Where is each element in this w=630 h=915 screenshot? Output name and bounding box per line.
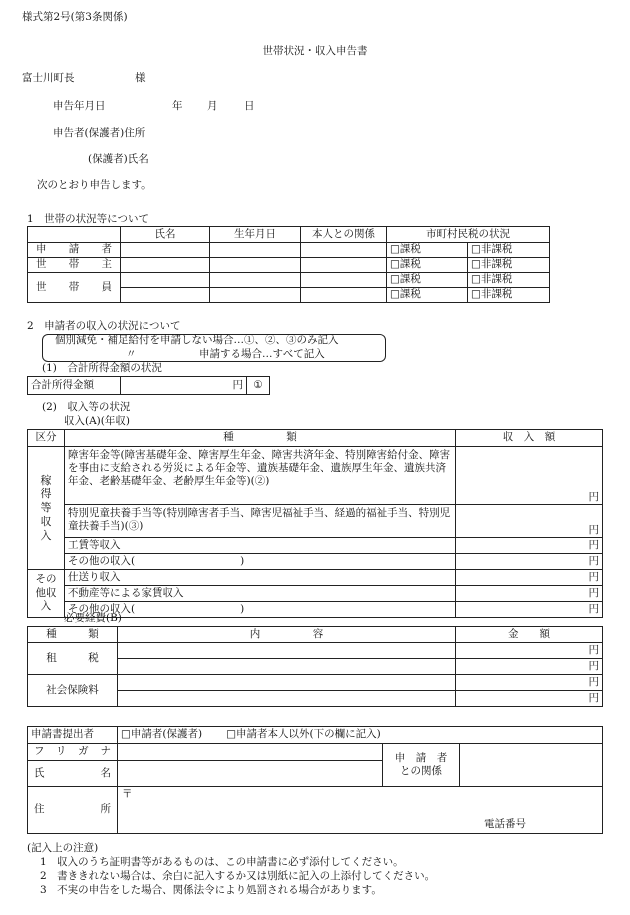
- disability-pension-item: 障害年金等(障害基礎年金、障害厚生年金、障害共済年金、特別障害給付金、障害を事由に支給される労災による年金等、遺族基礎年金、遺族厚生年金、遺族共済年金、老齢基礎年金、老齢厚生年金等)(②): [65, 447, 456, 505]
- insurance-content-cell[interactable]: [118, 691, 456, 707]
- wage-income-item: 工賃等収入: [65, 538, 456, 554]
- submitter-address-label: 住所: [28, 787, 118, 834]
- submitter-self-checkbox[interactable]: □申請者(保護者): [121, 728, 203, 741]
- tax-exempt-checkbox[interactable]: □非課税: [468, 258, 550, 273]
- sub1-heading: (1) 合計所得金額の状況: [42, 362, 162, 374]
- instruction-line2: 申請する場合…すべて記入: [199, 348, 325, 360]
- submitter-other-checkbox[interactable]: □申請者本人以外(下の欄に記入): [226, 728, 381, 741]
- form-number: 様式第2号(第3条関係): [22, 11, 128, 23]
- other-income-amount[interactable]: 円: [456, 602, 603, 618]
- furigana-label: フリガナ: [28, 744, 118, 761]
- postal-mark: 〒: [122, 788, 133, 800]
- submitter-address-field[interactable]: [118, 787, 603, 834]
- tax-exempt-checkbox[interactable]: □非課税: [468, 288, 550, 303]
- member-relation-cell[interactable]: [301, 273, 387, 288]
- date-day-unit: 日: [244, 100, 255, 112]
- tax-amount[interactable]: 円: [456, 643, 603, 659]
- householder-name-cell[interactable]: [121, 258, 210, 273]
- tax-taxed-checkbox[interactable]: □課税: [387, 243, 468, 258]
- householder-birth-cell[interactable]: [210, 258, 301, 273]
- applicant-birth-cell[interactable]: [210, 243, 301, 258]
- rental-income-amount[interactable]: 円: [456, 586, 603, 602]
- total-income-label: 合計所得金額: [28, 377, 121, 395]
- tax-content-cell[interactable]: [118, 659, 456, 675]
- insurance-expense-label: 社会保険料: [28, 675, 118, 707]
- member-birth-cell[interactable]: [210, 273, 301, 288]
- col-birthdate: 生年月日: [210, 227, 301, 243]
- col-relation: 本人との関係: [301, 227, 387, 243]
- remittance-amount[interactable]: 円: [456, 570, 603, 586]
- submitter-name-field[interactable]: [118, 761, 383, 787]
- section2-heading: 2 申請者の収入の状況について: [27, 320, 181, 332]
- remittance-item: 仕送り収入: [65, 570, 456, 586]
- income-table: [27, 429, 603, 618]
- col-expense-amount: 金 額: [456, 627, 603, 643]
- tax-exempt-checkbox[interactable]: □非課税: [468, 273, 550, 288]
- member-name-cell[interactable]: [121, 273, 210, 288]
- date-month-unit: 月: [207, 100, 218, 112]
- row-member: 世帯員: [28, 273, 121, 303]
- col-category: 区分: [28, 430, 65, 447]
- form-title: 世帯状況・収入申告書: [262, 45, 368, 57]
- disability-pension-amount[interactable]: 円: [456, 447, 603, 505]
- col-expense-content: 内 容: [118, 627, 456, 643]
- submitter-table: [27, 726, 603, 834]
- earned-income-label: 稼得等収入: [28, 447, 65, 570]
- expenses-title: 必要経費(B): [64, 612, 122, 624]
- household-table: [27, 226, 550, 303]
- sub2-heading: (2) 収入等の状況: [42, 401, 131, 413]
- other-earned-item: その他の収入( ): [65, 554, 456, 570]
- col-amount: 収 入 額: [456, 430, 603, 447]
- addressee-suffix: 様: [135, 72, 146, 84]
- tax-exempt-checkbox[interactable]: □非課税: [468, 243, 550, 258]
- applicant-name-cell[interactable]: [121, 243, 210, 258]
- note-item: 3 不実の申告をした場合、関係法令により処罰される場合があります。: [40, 884, 382, 896]
- child-allowance-amount[interactable]: 円: [456, 505, 603, 538]
- tax-amount[interactable]: 円: [456, 659, 603, 675]
- applicant-address-label: 申告者(保護者)住所: [53, 127, 146, 139]
- note-item: 1 収入のうち証明書等があるものは、この申請書に必ず添付してください。: [40, 856, 404, 868]
- addressee: 富士川町長: [22, 72, 75, 84]
- submitter-options: [118, 727, 603, 744]
- rental-income-item: 不動産等による家賃収入: [65, 586, 456, 602]
- insurance-content-cell[interactable]: [118, 675, 456, 691]
- instruction-ditto: 〃: [126, 348, 137, 360]
- other-earned-amount[interactable]: 円: [456, 554, 603, 570]
- instruction-line1: 個別減免・補足給付を申請しない場合…①、②、③のみ記入: [55, 334, 339, 346]
- note-item: 2 書ききれない場合は、余白に記入するか又は別紙に記入の上添付してください。: [40, 870, 436, 882]
- phone-label: 電話番号: [484, 818, 526, 830]
- tax-taxed-checkbox[interactable]: □課税: [387, 288, 468, 303]
- submitter-label: 申請書提出者: [28, 727, 118, 744]
- section1-heading: 1 世帯の状況等について: [27, 213, 149, 225]
- submitter-name-label: 氏名: [28, 761, 118, 787]
- applicant-name-label: (保護者)氏名: [88, 153, 149, 165]
- householder-relation-cell[interactable]: [301, 258, 387, 273]
- other-income-item: その他の収入( ): [65, 602, 456, 618]
- member-name-cell[interactable]: [121, 288, 210, 303]
- tax-taxed-checkbox[interactable]: □課税: [387, 258, 468, 273]
- member-birth-cell[interactable]: [210, 288, 301, 303]
- income-a-title: 収入(A)(年収): [64, 415, 130, 427]
- col-expense-type: 種 類: [28, 627, 118, 643]
- member-relation-cell[interactable]: [301, 288, 387, 303]
- notes-title: (記入上の注意): [27, 842, 99, 854]
- relation-label: 申 請 者との関係: [383, 744, 460, 787]
- expenses-table: [27, 626, 603, 707]
- insurance-amount[interactable]: 円: [456, 675, 603, 691]
- tax-taxed-checkbox[interactable]: □課税: [387, 273, 468, 288]
- circle-one-marker: ①: [247, 377, 270, 395]
- total-income-table: [27, 376, 270, 395]
- tax-content-cell[interactable]: [118, 643, 456, 659]
- applicant-relation-cell[interactable]: [301, 243, 387, 258]
- col-name: 氏名: [121, 227, 210, 243]
- col-tax-status: 市町村民税の状況: [387, 227, 550, 243]
- total-income-value[interactable]: 円: [121, 377, 247, 395]
- insurance-amount[interactable]: 円: [456, 691, 603, 707]
- relation-field[interactable]: [460, 744, 603, 787]
- report-date-label: 申告年月日: [53, 100, 106, 112]
- row-applicant: 申請者: [28, 243, 121, 258]
- col-type: 種 類: [65, 430, 456, 447]
- child-allowance-item: 特別児童扶養手当等(特別障害者手当、障害児福祉手当、経過的福祉手当、特別児童扶養手当)(③): [65, 505, 456, 538]
- intro-text: 次のとおり申告します。: [37, 179, 152, 191]
- furigana-field[interactable]: [118, 744, 383, 761]
- date-year-unit: 年: [172, 100, 183, 112]
- wage-income-amount[interactable]: 円: [456, 538, 603, 554]
- tax-expense-label: 租 税: [28, 643, 118, 675]
- other-income-label: その他収入: [28, 570, 65, 618]
- row-householder: 世帯主: [28, 258, 121, 273]
